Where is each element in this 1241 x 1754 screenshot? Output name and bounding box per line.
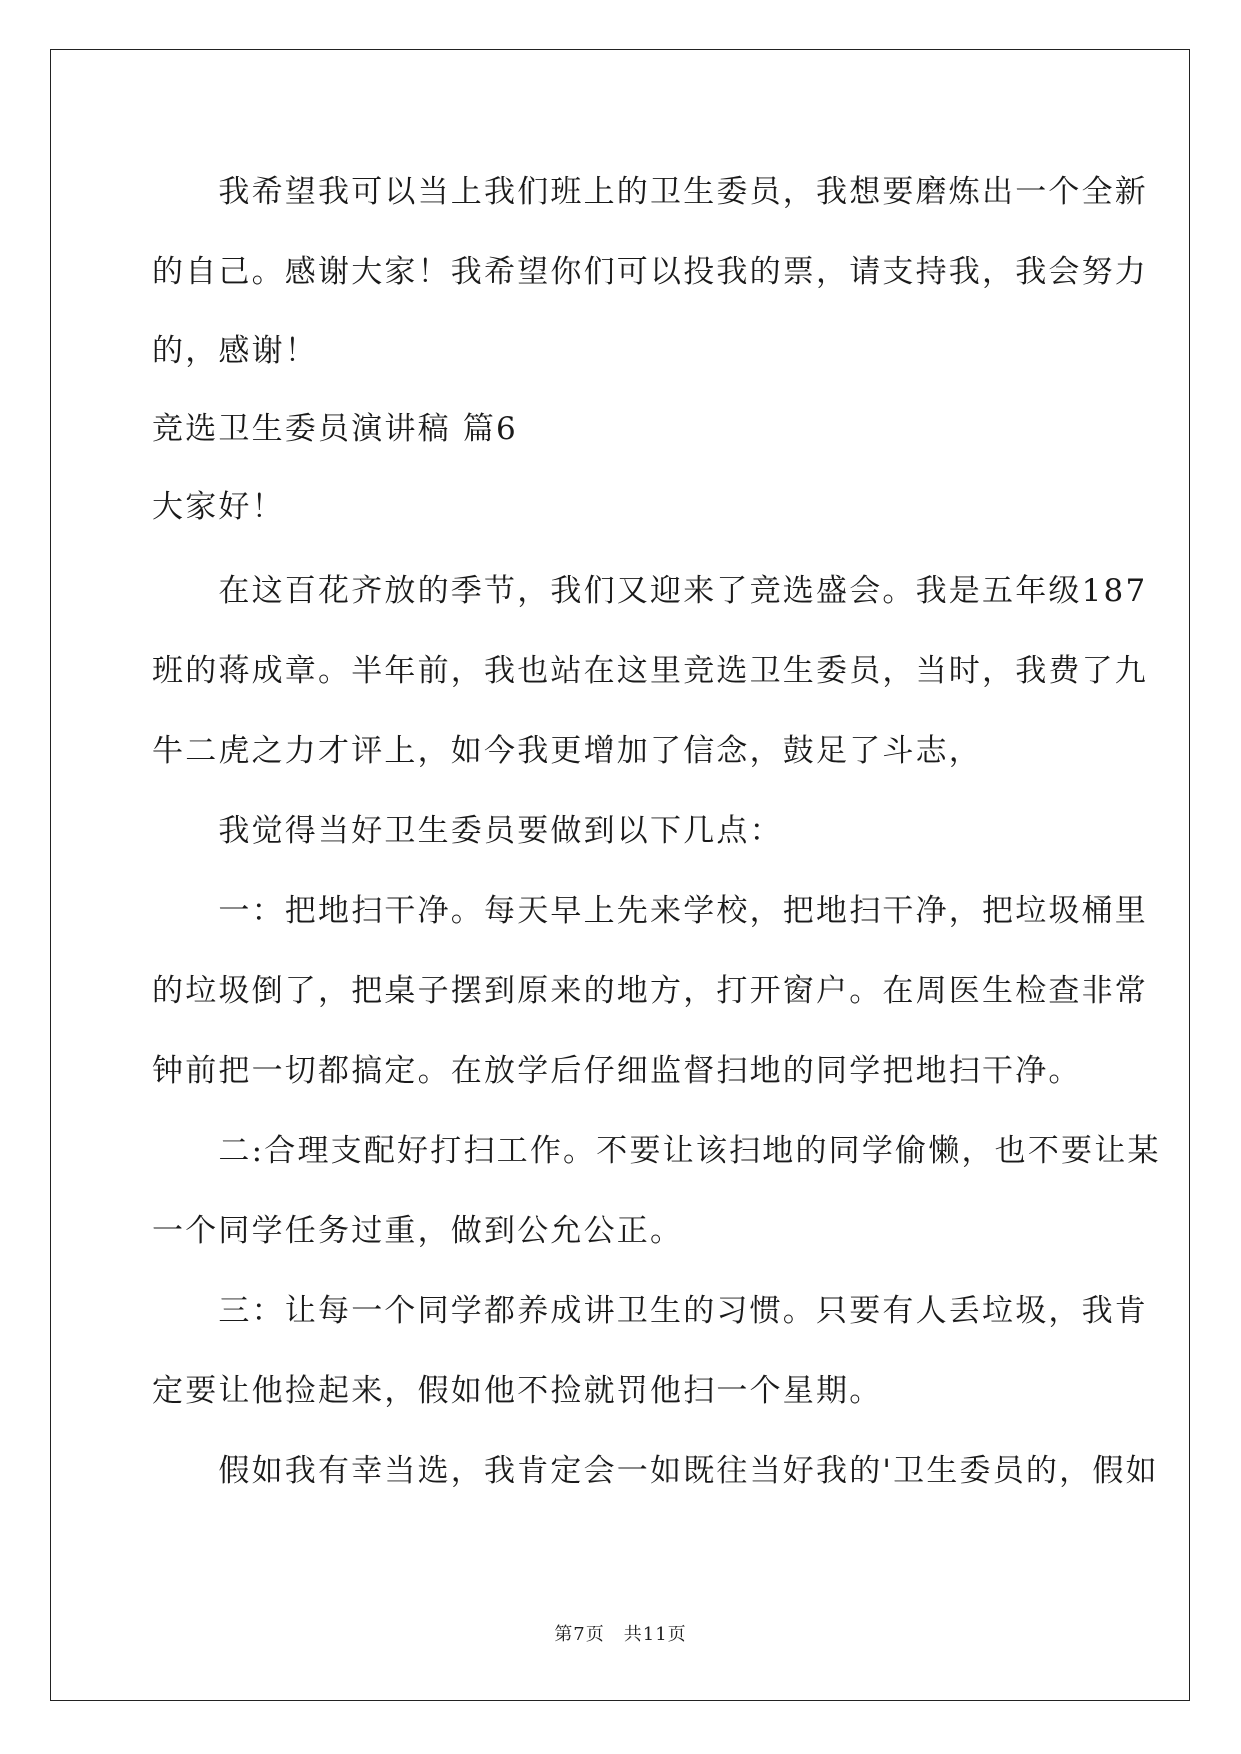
text-line: 定要让他捡起来，假如他不捡就罚他扫一个星期。 [152,1373,883,1409]
text-line: 我觉得当好卫生委员要做到以下几点： [152,813,783,849]
text-line: 的，感谢！ [152,333,318,369]
text-line: 的垃圾倒了，把桌子摆到原来的地方，打开窗户。在周医生检查非常 [152,973,1148,1009]
text-line: 三：让每一个同学都养成讲卫生的习惯。只要有人丢垃圾，我肯 [152,1293,1148,1329]
text-line: 一：把地扫干净。每天早上先来学校，把地扫干净，把垃圾桶里 [152,893,1148,929]
text-line: 二:合理支配好打扫工作。不要让该扫地的同学偷懒，也不要让某 [152,1133,1161,1169]
page-number: 第7页 共11页 [554,1624,687,1645]
text-line: 在这百花齐放的季节，我们又迎来了竞选盛会。我是五年级187 [152,573,1148,609]
text-line: 假如我有幸当选，我肯定会一如既往当好我的'卫生委员的，假如 [152,1453,1159,1489]
text-line: 班的蒋成章。半年前，我也站在这里竞选卫生委员，当时，我费了九 [152,653,1148,689]
text-line: 牛二虎之力才评上，如今我更增加了信念，鼓足了斗志， [152,733,982,769]
page-footer [0,1620,1241,1646]
text-line: 一个同学任务过重，做到公允公正。 [152,1213,684,1249]
section-heading: 竞选卫生委员演讲稿 篇6 [152,411,518,447]
text-line: 钟前把一切都搞定。在放学后仔细监督扫地的同学把地扫干净。 [152,1053,1082,1089]
greeting-line: 大家好！ [152,489,285,525]
text-line: 的自己。感谢大家！我希望你们可以投我的票，请支持我，我会努力 [152,254,1148,290]
text-line: 我希望我可以当上我们班上的卫生委员，我想要磨炼出一个全新 [152,174,1148,210]
